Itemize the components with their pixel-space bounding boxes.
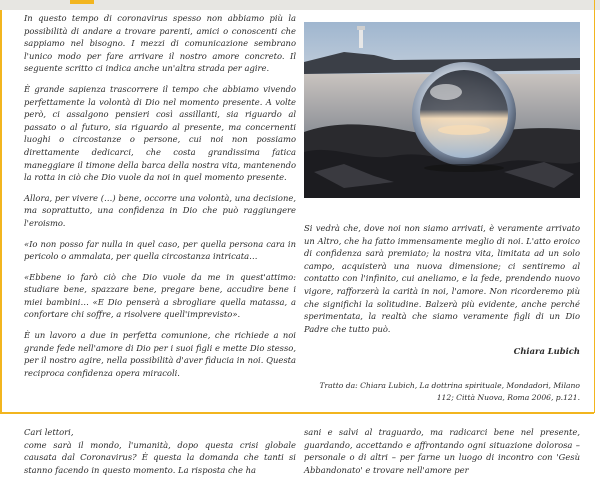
greeting: Cari lettori, — [24, 427, 74, 437]
author-name: Chiara Lubich — [513, 346, 580, 357]
paragraph-4: «Ebbene io farò ciò che Dio vuole da me in quest'attimo: studiare bene, spazzare bene, pregare bene, accudire bene i miei bambini… «E Dio penserà a sbrogliare quella matassa, a confortare chi soffre, a risolvere quell'imprevisto». — [24, 271, 296, 320]
frame-bottom-rule — [0, 412, 594, 414]
bottom-left-text: come sarà il mondo, l'umanità, dopo questa crisi globale causata dal Coronavirus? È questa la domanda che tanti si stanno facendo in questo momento. La risposta che ha — [24, 439, 296, 475]
left-column — [24, 12, 296, 387]
intro-paragraph: In questo tempo di coronavirus spesso non abbiamo più la possibilità di andare a trovare parenti, amici o conoscenti che sappiamo nel bisogno. I mezzi di comunicazione sembrano l'unico modo per fare arrivare il nostro amore concreto. Il seguente scritto ci indica anche un'altra strada per agire. — [24, 13, 296, 74]
right-column — [304, 222, 580, 411]
crystal-ball-photo — [304, 22, 580, 198]
bottom-right-column — [304, 426, 580, 476]
right-paragraph: Si vedrà che, dove noi non siamo arrivati, è veramente arrivato un Altro, che ha fatto immensamente meglio di noi. L'atto eroico di confidenza sarà premiato; la nostra vita, limitata ad un solo campo, acquisterà una nuova dimensione; ci sentiremo al contatto con l'infinito, cui aneliamo, e la fede, prendendo nuovo vigore, rafforzerà la carità in noi, l'amore. Non ricorderemo più che significhi la solitudine. Balzerà più evidente, anche perché sperimentata, la realtà che siamo veramente figli di un Dio Padre che tutto può. — [304, 223, 580, 334]
frame-left-rule — [0, 10, 2, 412]
paragraph-3: «Io non posso far nulla in quel caso, per quella persona cara in pericolo o ammalata, per quella circostanza intricata… — [24, 238, 296, 262]
bottom-right-text: sani e salvi al traguardo, ma radicarci bene nel presente, guardando, accettando e affrontando ogni situazione dolorosa – personale o di altri – per farne un luogo di incontro con 'Gesù Abbandonato' e trovare nell'amore per — [304, 427, 580, 475]
paragraph-2: Allora, per vivere (…) bene, occorre una volontà, una decisione, ma soprattutto, una confidenza in Dio che può raggiungere l'eroismo. — [24, 192, 296, 228]
bottom-left-column — [24, 426, 296, 476]
source-citation: Tratto da: Chiara Lubich, La dottrina spirituale, Mondadori, Milano 112; Città Nuova, Roma 2006, p.121. — [319, 380, 580, 402]
paragraph-1: È grande sapienza trascorrere il tempo che abbiamo vivendo perfettamente la volontà di Dio nel momento presente. A volte però, ci assalgono pensieri così assillanti, sia riguardo al passato o al futuro, sia riguardo al presente, ma concernenti luoghi o circostanze o persone, cui noi non possiamo direttamente dedicarci, che costa grandissima fatica maneggiare il timone della barca della nostra vita, mantenendo la rotta in ciò che Dio vuole da noi in quel momento presente. — [24, 83, 296, 183]
paragraph-5: È un lavoro a due in perfetta comunione, che richiede a noi grande fede nell'amore di Dio per i suoi figli e mette Dio stesso, per il nostro agire, nella possibilità d'aver fiducia in noi. Questa reciproca confidenza opera miracoli. — [24, 330, 296, 378]
